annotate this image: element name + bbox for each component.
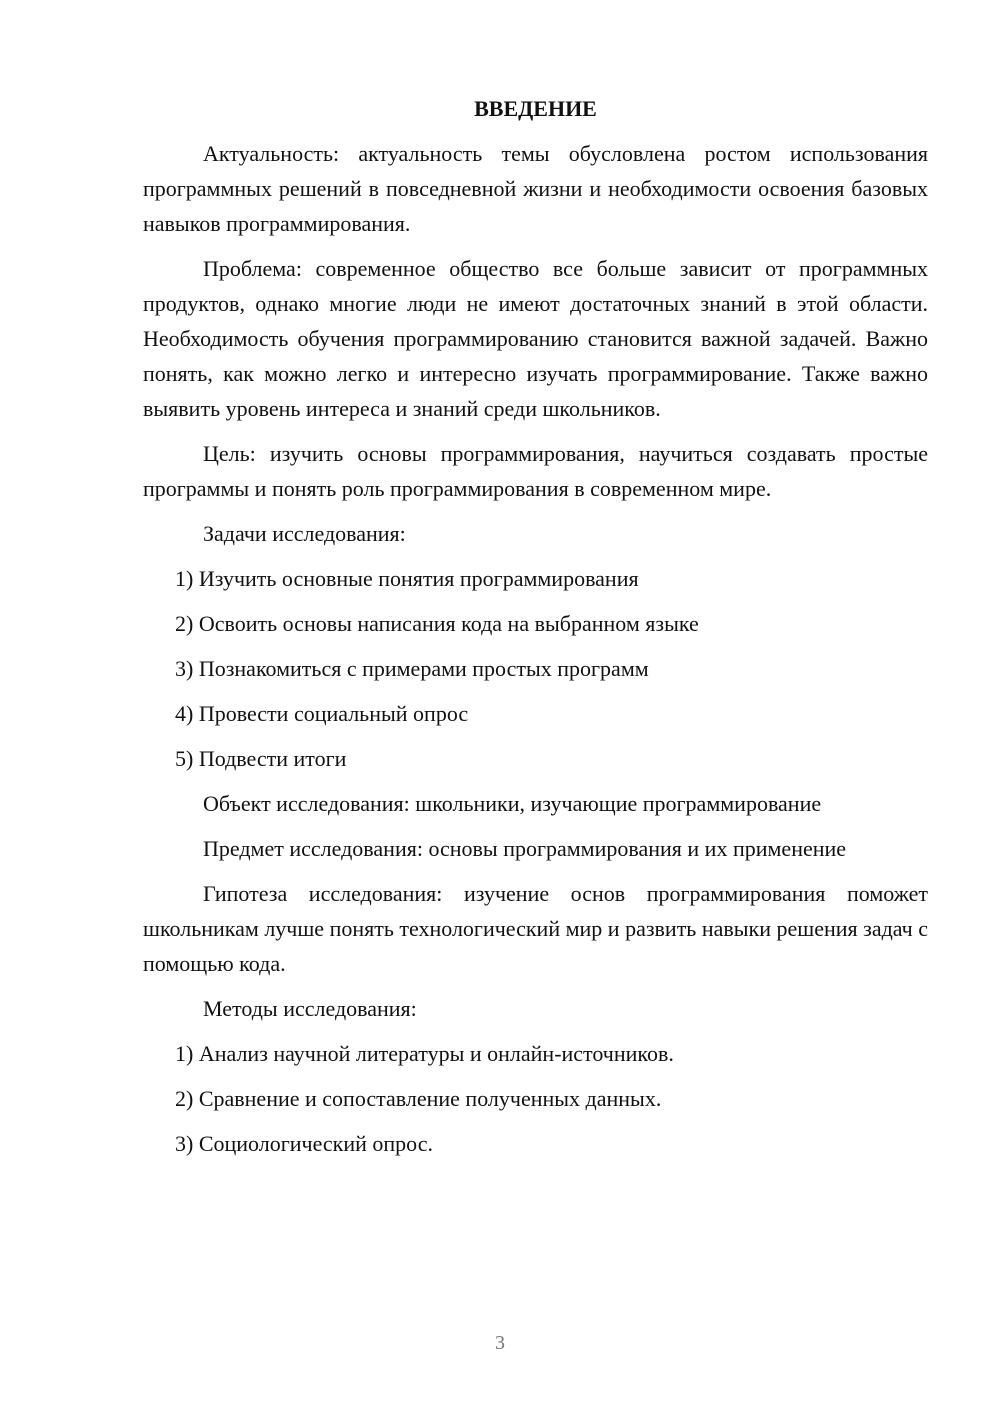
object-line: Объект исследования: школьники, изучающие программирование — [203, 791, 822, 816]
task-item: 5) Подвести итоги — [175, 746, 347, 771]
subject-line: Предмет исследования: основы программирования и их применение — [203, 836, 847, 861]
methods-heading: Методы исследования: — [203, 996, 417, 1021]
problem-paragraph: Проблема: современное общество все больше зависит от программных продуктов, однако многие люди не имеют достаточных знаний в этой области. Необходимость обучения программированию становится важной задачей. Важно понять, как можно легко и интересно изучать программирование. Также важно выявить уровень интереса и знаний среди школьников. — [143, 256, 928, 421]
method-item: 2) Сравнение и сопоставление полученных данных. — [175, 1086, 662, 1111]
method-item: 3) Социологический опрос. — [175, 1131, 433, 1156]
page-number: 3 — [495, 1332, 505, 1354]
document-page — [143, 92, 928, 1171]
task-item: 2) Освоить основы написания кода на выбранном языке — [175, 611, 699, 636]
task-item: 4) Провести социальный опрос — [175, 701, 469, 726]
relevance-paragraph: Актуальность: актуальность темы обусловлена ростом использования программных решений в повседневной жизни и необходимости освоения базовых навыков программирования. — [143, 141, 928, 236]
goal-paragraph: Цель: изучить основы программирования, научиться создавать простые программы и понять роль программирования в современном мире. — [143, 441, 928, 501]
section-title: ВВЕДЕНИЕ — [474, 96, 597, 121]
task-item: 1) Изучить основные понятия программирования — [175, 566, 639, 591]
task-item: 3) Познакомиться с примерами простых программ — [175, 656, 649, 681]
tasks-heading: Задачи исследования: — [203, 521, 406, 546]
method-item: 1) Анализ научной литературы и онлайн-источников. — [175, 1041, 674, 1066]
hypothesis-paragraph: Гипотеза исследования: изучение основ программирования поможет школьникам лучше понять технологический мир и развить навыки решения задач с помощью кода. — [143, 881, 929, 976]
